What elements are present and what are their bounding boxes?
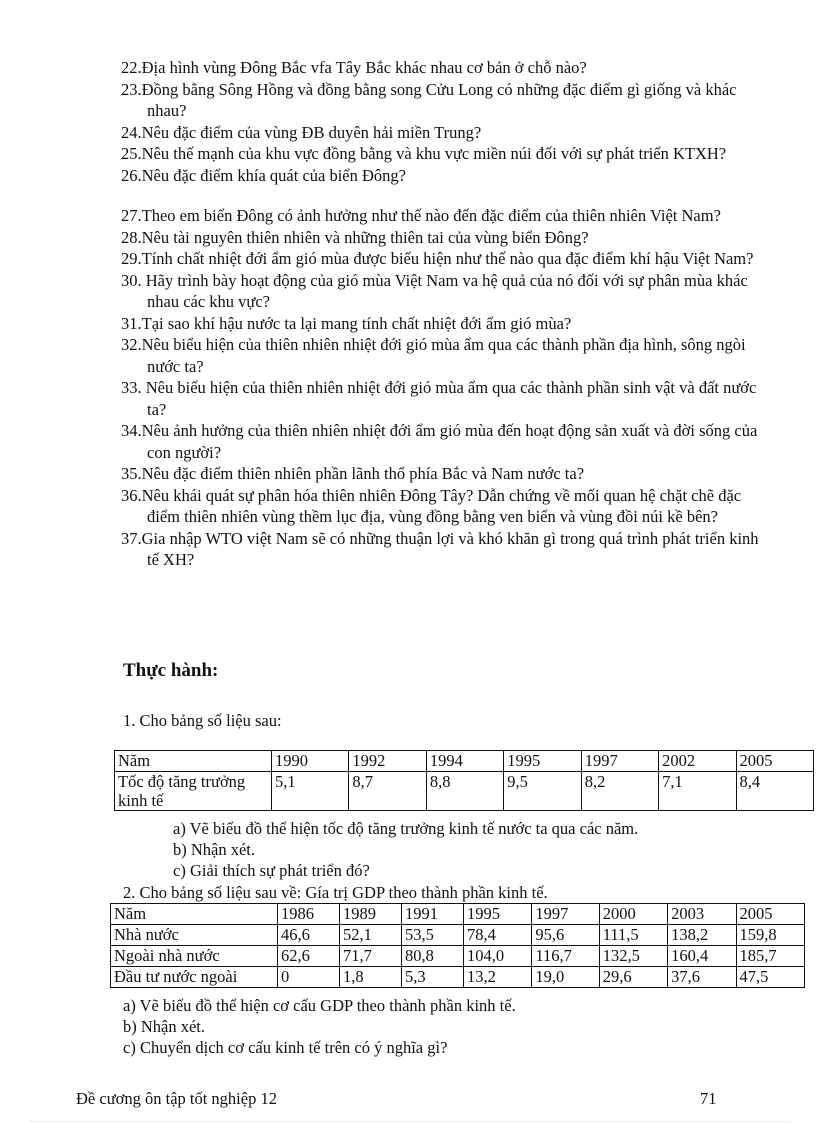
- table-cell: 1989: [339, 904, 401, 925]
- page-number: 71: [700, 1089, 717, 1108]
- table-cell: 19,0: [532, 967, 599, 988]
- task-item: c) Giải thích sự phát triển đó?: [173, 861, 370, 880]
- table-cell: 116,7: [532, 946, 599, 967]
- question-item: 34.Nêu ảnh hưởng của thiên nhiên nhiệt đới ẩm gió mùa đến hoạt động sản xuất và đời sống của con người?: [121, 421, 758, 462]
- table-cell: 8,7: [349, 772, 426, 811]
- table-cell: 132,5: [599, 946, 667, 967]
- table-cell: 5,1: [272, 772, 349, 811]
- question-item: 26.Nêu đặc điểm khía quát của biển Đông?: [121, 165, 406, 185]
- question-item: 29.Tính chất nhiệt đới ẩm gió mùa được biểu hiện như thế nào qua đặc điểm khí hậu Việt Nam?: [121, 249, 754, 268]
- table-cell: 111,5: [599, 925, 667, 946]
- exercise-1-title: 1. Cho bảng số liệu sau:: [123, 711, 282, 730]
- question-item: 25.Nêu thế mạnh của khu vực đồng bằng và khu vực miền núi đối với sự phát triển KTXH?: [121, 144, 727, 163]
- table-cell: 1995: [504, 751, 581, 772]
- question-item: 23.Đồng bằng Sông Hồng và đồng bằng song Cửu Long có những đặc điểm gì giống và khác nhau?: [121, 79, 737, 120]
- footer-title: Đề cương ôn tập tốt nghiệp 12: [76, 1089, 277, 1108]
- table-cell: 160,4: [668, 946, 736, 967]
- page-divider: [30, 1121, 790, 1122]
- table-cell: 52,1: [339, 925, 401, 946]
- table-cell: 53,5: [401, 925, 463, 946]
- table-cell: 1992: [349, 751, 426, 772]
- table-cell: 2002: [659, 751, 736, 772]
- table-cell: 1986: [278, 904, 340, 925]
- table-cell: 8,2: [581, 772, 658, 811]
- gdp-table: [110, 903, 805, 988]
- table-cell: 2003: [668, 904, 736, 925]
- table-cell: 1,8: [339, 967, 401, 988]
- table-cell: 2005: [736, 751, 813, 772]
- table-cell: 46,6: [278, 925, 340, 946]
- question-item: 30. Hãy trình bày hoạt động của gió mùa Việt Nam va hệ quả của nó đối với sự phân mùa khác nhau các khu vực?: [121, 270, 748, 311]
- table-cell: Tốc độ tăng trưởng kinh tế: [115, 772, 272, 811]
- exercise-1-tasks: [173, 818, 638, 881]
- table-cell: 1994: [426, 751, 503, 772]
- table-cell: Đầu tư nước ngoài: [111, 967, 278, 988]
- table-cell: 0: [278, 967, 340, 988]
- table-row: [115, 772, 814, 811]
- question-list: [121, 57, 761, 571]
- exercise-2-title: 2. Cho bảng số liệu sau về: Gía trị GDP theo thành phần kinh tế.: [123, 883, 548, 902]
- question-item: 35.Nêu đặc điểm thiên nhiên phần lãnh thổ phía Bắc và Nam nước ta?: [121, 464, 585, 483]
- table-cell: 1991: [401, 904, 463, 925]
- task-item: b) Nhận xét.: [173, 840, 256, 859]
- task-item: a) Vẽ biểu đồ thể hiện tốc độ tăng trưởng kinh tế nước ta qua các năm.: [173, 819, 639, 838]
- table-cell: 1990: [272, 751, 349, 772]
- table-cell: 2000: [599, 904, 667, 925]
- growth-rate-table: [114, 750, 814, 811]
- table-cell: 62,6: [278, 946, 340, 967]
- table-cell: 9,5: [504, 772, 581, 811]
- table-cell: 104,0: [463, 946, 531, 967]
- question-item: 33. Nêu biểu hiện của thiên nhiên nhiệt đới gió mùa ẩm qua các thành phần sinh vật và đất nước ta?: [121, 378, 757, 419]
- table-cell: 13,2: [463, 967, 531, 988]
- table-header-row: [111, 904, 805, 925]
- task-item: b) Nhận xét.: [123, 1017, 206, 1036]
- table-cell: 2005: [736, 904, 804, 925]
- practice-heading: Thực hành:: [123, 660, 219, 681]
- table-row: [111, 925, 805, 946]
- question-item: 28.Nêu tài nguyên thiên nhiên và những thiên tai của vùng biển Đông?: [121, 227, 589, 247]
- table-cell: 138,2: [668, 925, 736, 946]
- table-cell: 7,1: [659, 772, 736, 811]
- table-cell: 1997: [532, 904, 599, 925]
- question-item: 37.Gia nhập WTO việt Nam sẽ có những thuận lợi và khó khăn gì trong quá trình phát triển kinh tế XH?: [121, 528, 759, 569]
- table-cell: 185,7: [736, 946, 804, 967]
- table-cell: 80,8: [401, 946, 463, 967]
- table-cell: Ngoài nhà nước: [111, 946, 278, 967]
- table-cell: 95,6: [532, 925, 599, 946]
- table-cell: 1997: [581, 751, 658, 772]
- table-row: [111, 946, 805, 967]
- question-item: 22.Địa hình vùng Đông Bắc vfa Tây Bắc khác nhau cơ bản ở chỗ nào?: [121, 58, 587, 77]
- question-item: 24.Nêu đặc điểm của vùng ĐB duyên hải miền Trung?: [121, 122, 482, 142]
- table-cell: 5,3: [401, 967, 463, 988]
- table-row: [111, 967, 805, 988]
- question-item: 32.Nêu biểu hiện của thiên nhiên nhiệt đới gió mùa ẩm qua các thành phần địa hình, sông ngòi nước ta?: [121, 335, 746, 376]
- table-cell: 37,6: [668, 967, 736, 988]
- table-cell: 1995: [463, 904, 531, 925]
- question-item: 36.Nêu khái quát sự phân hóa thiên nhiên Đông Tây? Dẫn chứng về mối quan hệ chặt chẽ đặc điểm thiên nhiên vùng thềm lục địa, vùng đồng bằng ven biển và vùng đồi núi kề bên?: [121, 485, 742, 526]
- table-header-row: [115, 751, 814, 772]
- table-cell: Nhà nước: [111, 925, 278, 946]
- question-item: 31.Tại sao khí hậu nước ta lại mang tính chất nhiệt đới ẩm gió mùa?: [121, 313, 572, 333]
- question-item: 27.Theo em biển Đông có ảnh hưởng như thế nào đến đặc điểm của thiên nhiên Việt Nam?: [121, 206, 721, 225]
- task-item: c) Chuyển dịch cơ cấu kinh tế trên có ý nghĩa gì?: [123, 1038, 448, 1057]
- table-cell: Năm: [115, 751, 272, 772]
- table-cell: 159,8: [736, 925, 804, 946]
- table-cell: 8,4: [736, 772, 813, 811]
- table-cell: Năm: [111, 904, 278, 925]
- task-item: a) Vẽ biểu đồ thể hiện cơ cấu GDP theo thành phần kinh tế.: [123, 996, 516, 1015]
- exercise-2-tasks: [123, 995, 516, 1058]
- table-cell: 71,7: [339, 946, 401, 967]
- table-cell: 8,8: [426, 772, 503, 811]
- table-cell: 78,4: [463, 925, 531, 946]
- table-cell: 47,5: [736, 967, 804, 988]
- table-cell: 29,6: [599, 967, 667, 988]
